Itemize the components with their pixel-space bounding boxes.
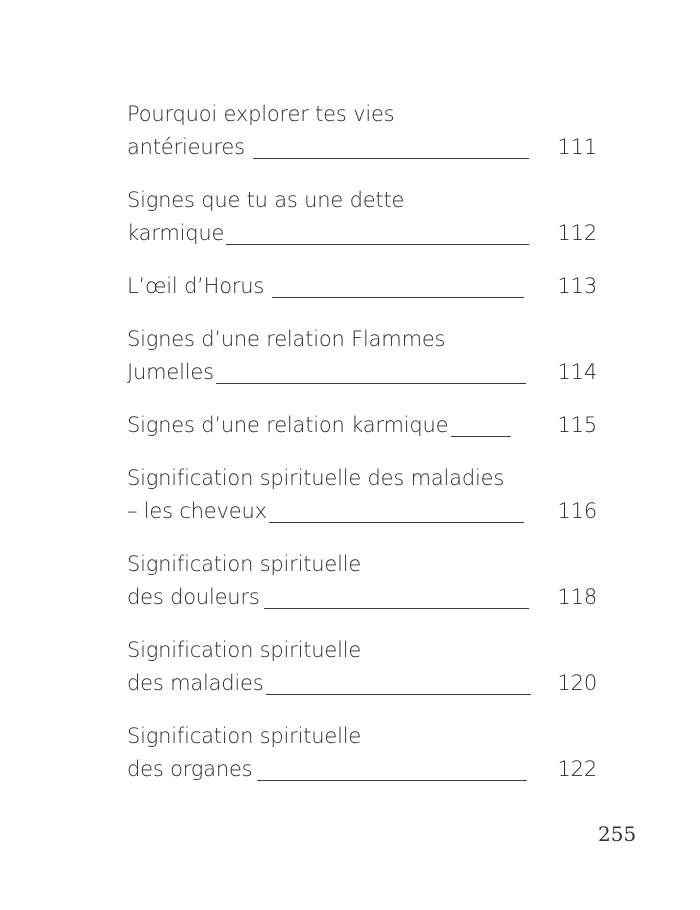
toc-page-number: 113 [557,274,597,298]
toc-entry[interactable] [127,720,597,786]
toc-entry-title-line: Signification spirituelle [127,724,362,748]
toc-entry-title-line: des douleurs [127,585,260,609]
toc-entry-title-line: Signes que tu as une dette [127,188,405,212]
leader-line [264,608,529,609]
table-of-contents [127,98,597,806]
leader-line [253,158,529,159]
toc-entry-title-line: antérieures [127,135,245,159]
toc-entry-title-line: Pourquoi explorer tes vies [127,102,395,126]
toc-page-number: 111 [557,135,597,159]
toc-entry-title-line: Jumelles [127,360,214,384]
leader-line [269,522,524,523]
toc-entry[interactable] [127,323,597,389]
toc-entry[interactable] [127,548,597,614]
leader-line [451,436,511,437]
toc-entry-title-line: – les cheveux [127,499,267,523]
toc-entry-title-line: Signes d’une relation karmique [127,413,449,437]
leader-line [272,297,524,298]
toc-entry-title-line: des maladies [127,671,264,695]
toc-entry-title-line: Signification spirituelle [127,638,362,662]
toc-page-number: 114 [557,360,597,384]
leader-line [226,244,529,245]
toc-page-number: 115 [557,413,597,437]
toc-entry[interactable] [127,184,597,250]
toc-entry[interactable] [127,409,597,442]
toc-page-number: 112 [557,221,597,245]
toc-entry[interactable] [127,462,597,528]
toc-entry-title-line: Signification spirituelle [127,552,362,576]
toc-entry[interactable] [127,98,597,164]
toc-entry-title-line: karmique [127,221,225,245]
toc-entry[interactable] [127,270,597,303]
toc-page-number: 120 [557,671,597,695]
toc-page-number: 118 [557,585,597,609]
page-number: 255 [598,822,637,846]
toc-entry-title-line: Signification spirituelle des maladies [127,466,505,490]
toc-entry-title-line: Signes d’une relation Flammes [127,327,446,351]
toc-entry[interactable] [127,634,597,700]
toc-entry-title-line: L’œil d’Horus [127,274,265,298]
toc-page-number: 116 [557,499,597,523]
toc-page-number: 122 [557,757,597,781]
leader-line [257,780,527,781]
leader-line [266,694,531,695]
leader-line [216,383,526,384]
toc-entry-title-line: des organes [127,757,253,781]
